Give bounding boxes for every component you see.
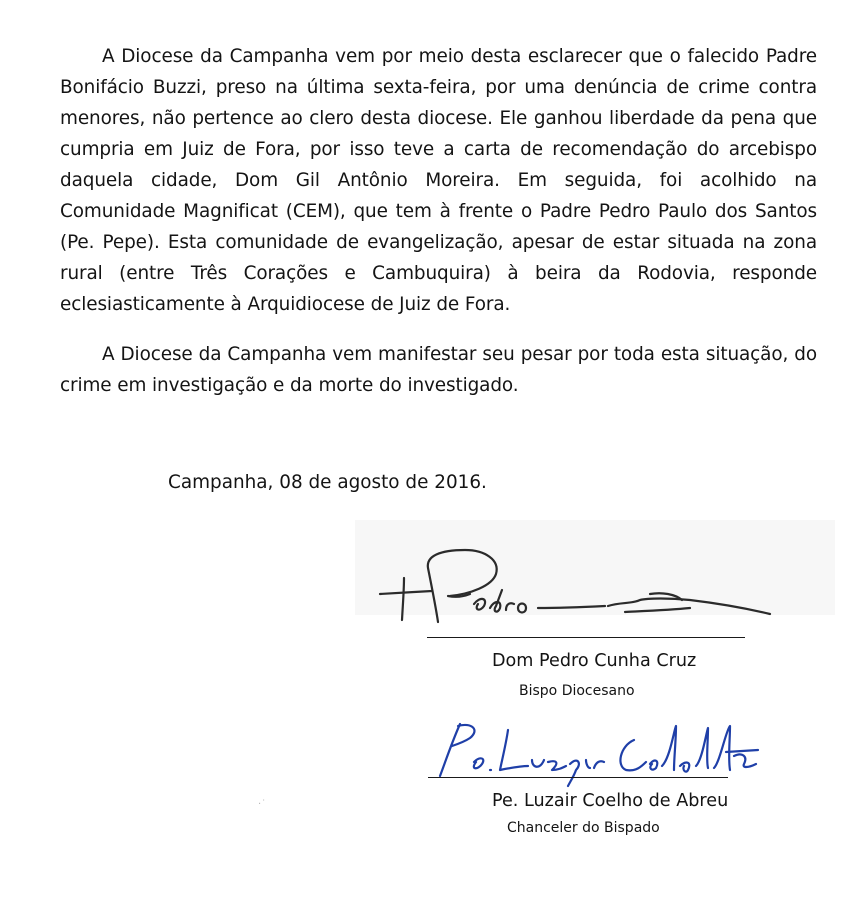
letter-paragraph-1: A Diocese da Campanha vem por meio desta esclarecer que o falecido Padre Bonifácio Buzzi, preso na última sexta-feira, por uma denúncia de crime contra menores, não pertence ao clero desta diocese. Ele ganhou liberdade da pena que cumpria em Juiz de Fora, por isso teve a carta de recomendação do arcebispo daquela cidade, Dom Gil Antônio Moreira. Em seguida, foi acolhido na Comunidade Magnificat (CEM), que tem à frente o Padre Pedro Paulo dos Santos (Pe. Pepe). Esta comunidade de evangelização, apesar de estar situada na zona rural (entre Três Corações e Cambuquira) à beira da Rodovia, responde eclesiasticamente à Arquidiocese de Juiz de Fora. xyxy=(60,46,817,315)
chancellor-signature-line xyxy=(428,777,728,778)
bishop-signature xyxy=(370,538,800,628)
chancellor-title: Chanceler do Bispado xyxy=(507,820,660,836)
chancellor-name: Pe. Luzair Coelho de Abreu xyxy=(492,791,729,811)
bishop-title: Bispo Diocesano xyxy=(519,683,635,699)
scan-speck: ·˙ xyxy=(258,799,267,810)
letter-paragraph-2: A Diocese da Campanha vem manifestar seu pesar por toda esta situação, do crime em investigação e da morte do investigado. xyxy=(60,344,817,396)
dateline: Campanha, 08 de agosto de 2016. xyxy=(168,472,487,493)
bishop-name: Dom Pedro Cunha Cruz xyxy=(492,651,697,671)
chancellor-signature xyxy=(430,716,770,786)
bishop-signature-line xyxy=(427,637,745,638)
